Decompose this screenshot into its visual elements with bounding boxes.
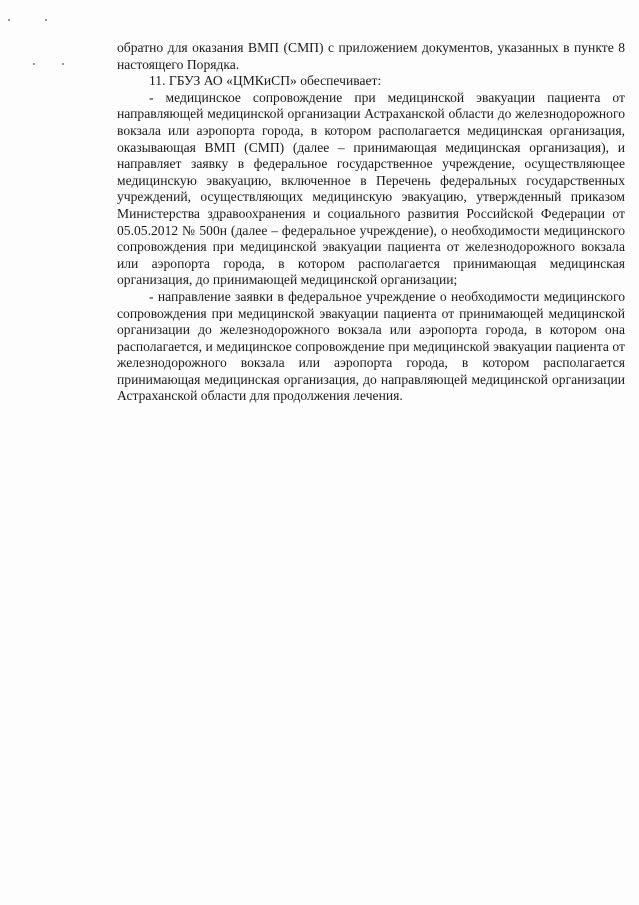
paragraph-item-request-direction: - направление заявки в федеральное учреждение о необходимости медицинского сопровождения при медицинской эвакуации пациента от принимающей медицинской организации до железнодорожного вокзала или аэропорта города, в котором она располагается, и медицинское сопровождение при медицинской эвакуации пациента от железнодорожного вокзала или аэропорта города, в котором располагается принимающая медицинская организация, до направляющей медицинской организации Астраханской области для продолжения лечения. [117, 288, 625, 404]
scan-artifact [62, 63, 64, 65]
paragraph-item-medical-escort: - медицинское сопровождение при медицинской эвакуации пациента от направляющей медицинской организации Астраханской области до железнодорожного вокзала или аэропорта города, в котором располагается медицинская организация, оказывающая ВМП (СМП) (далее – принимающая медицинская организация), и направляет заявку в федеральное государственное учреждение, осуществляющее медицинскую эвакуацию, включенное в Перечень федеральных государственных учреждений, осуществляющих медицинскую эвакуацию, утвержденный приказом Министерства здравоохранения и социального развития Российской Федерации от 05.05.2012 № 500н (далее – федеральное учреждение), о необходимости медицинского сопровождения при медицинской эвакуации пациента от железнодорожного вокзала или аэропорта города, в котором располагается принимающая медицинская организация, до принимающей медицинской организации; [117, 89, 625, 288]
scan-artifact [45, 19, 47, 21]
paragraph-continuation: обратно для оказания ВМП (СМП) с приложением документов, указанных в пункте 8 настоящего Порядка. [117, 40, 625, 72]
scan-artifact [8, 19, 10, 21]
scan-artifact [33, 63, 35, 65]
document-body [117, 40, 625, 405]
paragraph-section-11-heading: 11. ГБУЗ АО «ЦМКиСП» обеспечивает: [149, 73, 382, 89]
